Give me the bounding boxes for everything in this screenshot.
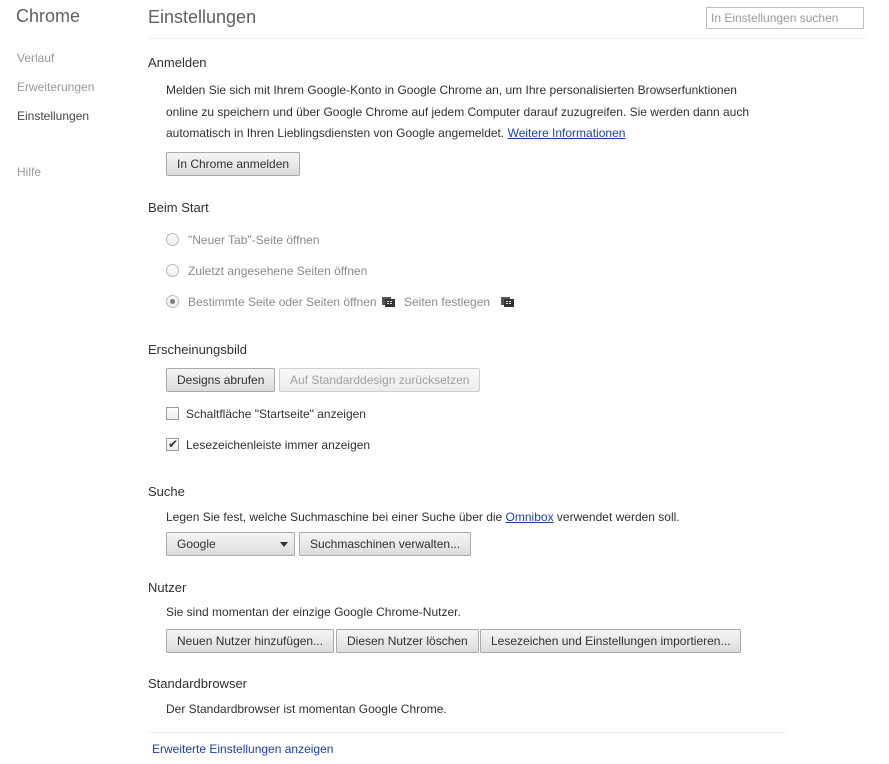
reset-theme-button[interactable]: Auf Standarddesign zurücksetzen <box>279 368 480 392</box>
footer-divider <box>148 732 786 733</box>
checkbox-checked[interactable] <box>166 438 179 451</box>
radio-button[interactable] <box>166 264 179 277</box>
signin-section-title: Anmelden <box>148 55 207 70</box>
default-browser-section-title: Standardbrowser <box>148 676 247 691</box>
page-stack-icon <box>501 297 514 307</box>
search-engine-select[interactable] <box>166 532 295 556</box>
signin-description-line-2: online zu speichern und über Google Chrome auf jedem Computer darauf zuzugreifen. Sie werden dann auch <box>166 105 750 119</box>
sidebar <box>0 0 140 764</box>
show-advanced-settings-link[interactable]: Erweiterte Einstellungen anzeigen <box>152 742 334 756</box>
sidebar-item-erweiterungen[interactable]: Erweiterungen <box>17 80 95 94</box>
radio-dot <box>170 299 175 304</box>
checkmark-icon: ✔ <box>168 437 179 451</box>
home-button-label: Schaltfläche "Startseite" anzeigen <box>186 407 366 421</box>
omnibox-link[interactable]: Omnibox <box>505 510 554 524</box>
page-stack-icon <box>382 297 395 307</box>
set-pages-link[interactable]: Seiten festlegen <box>404 295 491 309</box>
signin-description-text: automatisch in Ihren Lieblingsdiensten von Google angemeldet. <box>166 126 505 140</box>
default-browser-description: Der Standardbrowser ist momentan Google Chrome. <box>166 702 447 716</box>
startup-option-label: Bestimmte Seite oder Seiten öffnen <box>188 295 377 309</box>
signin-description-line-1: Melden Sie sich mit Ihrem Google-Konto in Google Chrome an, um Ihre personalisierten Browserfunktionen <box>166 83 737 97</box>
search-description <box>166 507 680 528</box>
search-description-after: verwendet werden soll. <box>553 510 680 524</box>
startup-section-title: Beim Start <box>148 200 209 215</box>
radio-button-selected[interactable] <box>166 295 179 308</box>
search-section-title: Suche <box>148 484 185 499</box>
signin-description-line-3 <box>166 123 625 144</box>
settings-search-input[interactable] <box>706 7 864 29</box>
manage-search-engines-button[interactable]: Suchmaschinen verwalten... <box>299 532 471 556</box>
sidebar-item-hilfe[interactable]: Hilfe <box>17 165 42 179</box>
settings-main <box>148 0 878 764</box>
search-engine-selected: Google <box>177 537 216 551</box>
sidebar-item-einstellungen[interactable]: Einstellungen <box>17 109 90 123</box>
checkbox[interactable] <box>166 407 179 420</box>
bookmarks-bar-label: Lesezeichenleiste immer anzeigen <box>186 438 371 452</box>
radio-button[interactable] <box>166 233 179 246</box>
users-description: Sie sind momentan der einzige Google Chrome-Nutzer. <box>166 605 461 619</box>
users-section-title: Nutzer <box>148 580 187 595</box>
more-info-link[interactable]: Weitere Informationen <box>507 126 626 140</box>
appearance-section-title: Erscheinungsbild <box>148 342 248 357</box>
add-user-button[interactable]: Neuen Nutzer hinzufügen... <box>166 629 334 653</box>
startup-option-specific-pages[interactable] <box>166 294 526 310</box>
delete-user-button[interactable]: Diesen Nutzer löschen <box>336 629 479 653</box>
sidebar-item-verlauf[interactable]: Verlauf <box>17 51 55 65</box>
get-themes-button[interactable]: Designs abrufen <box>166 368 275 392</box>
header-divider <box>148 38 866 39</box>
import-bookmarks-button[interactable]: Lesezeichen und Einstellungen importieren... <box>480 629 741 653</box>
page-title: Einstellungen <box>148 7 257 27</box>
dropdown-arrow-icon <box>280 542 288 547</box>
search-description-before: Legen Sie fest, welche Suchmaschine bei einer Suche über die <box>166 510 506 524</box>
startup-option-label: Zuletzt angesehene Seiten öffnen <box>188 264 368 278</box>
chrome-signin-button[interactable]: In Chrome anmelden <box>166 152 300 176</box>
startup-option-label: "Neuer Tab"-Seite öffnen <box>188 233 320 247</box>
sidebar-title: Chrome <box>16 6 81 26</box>
